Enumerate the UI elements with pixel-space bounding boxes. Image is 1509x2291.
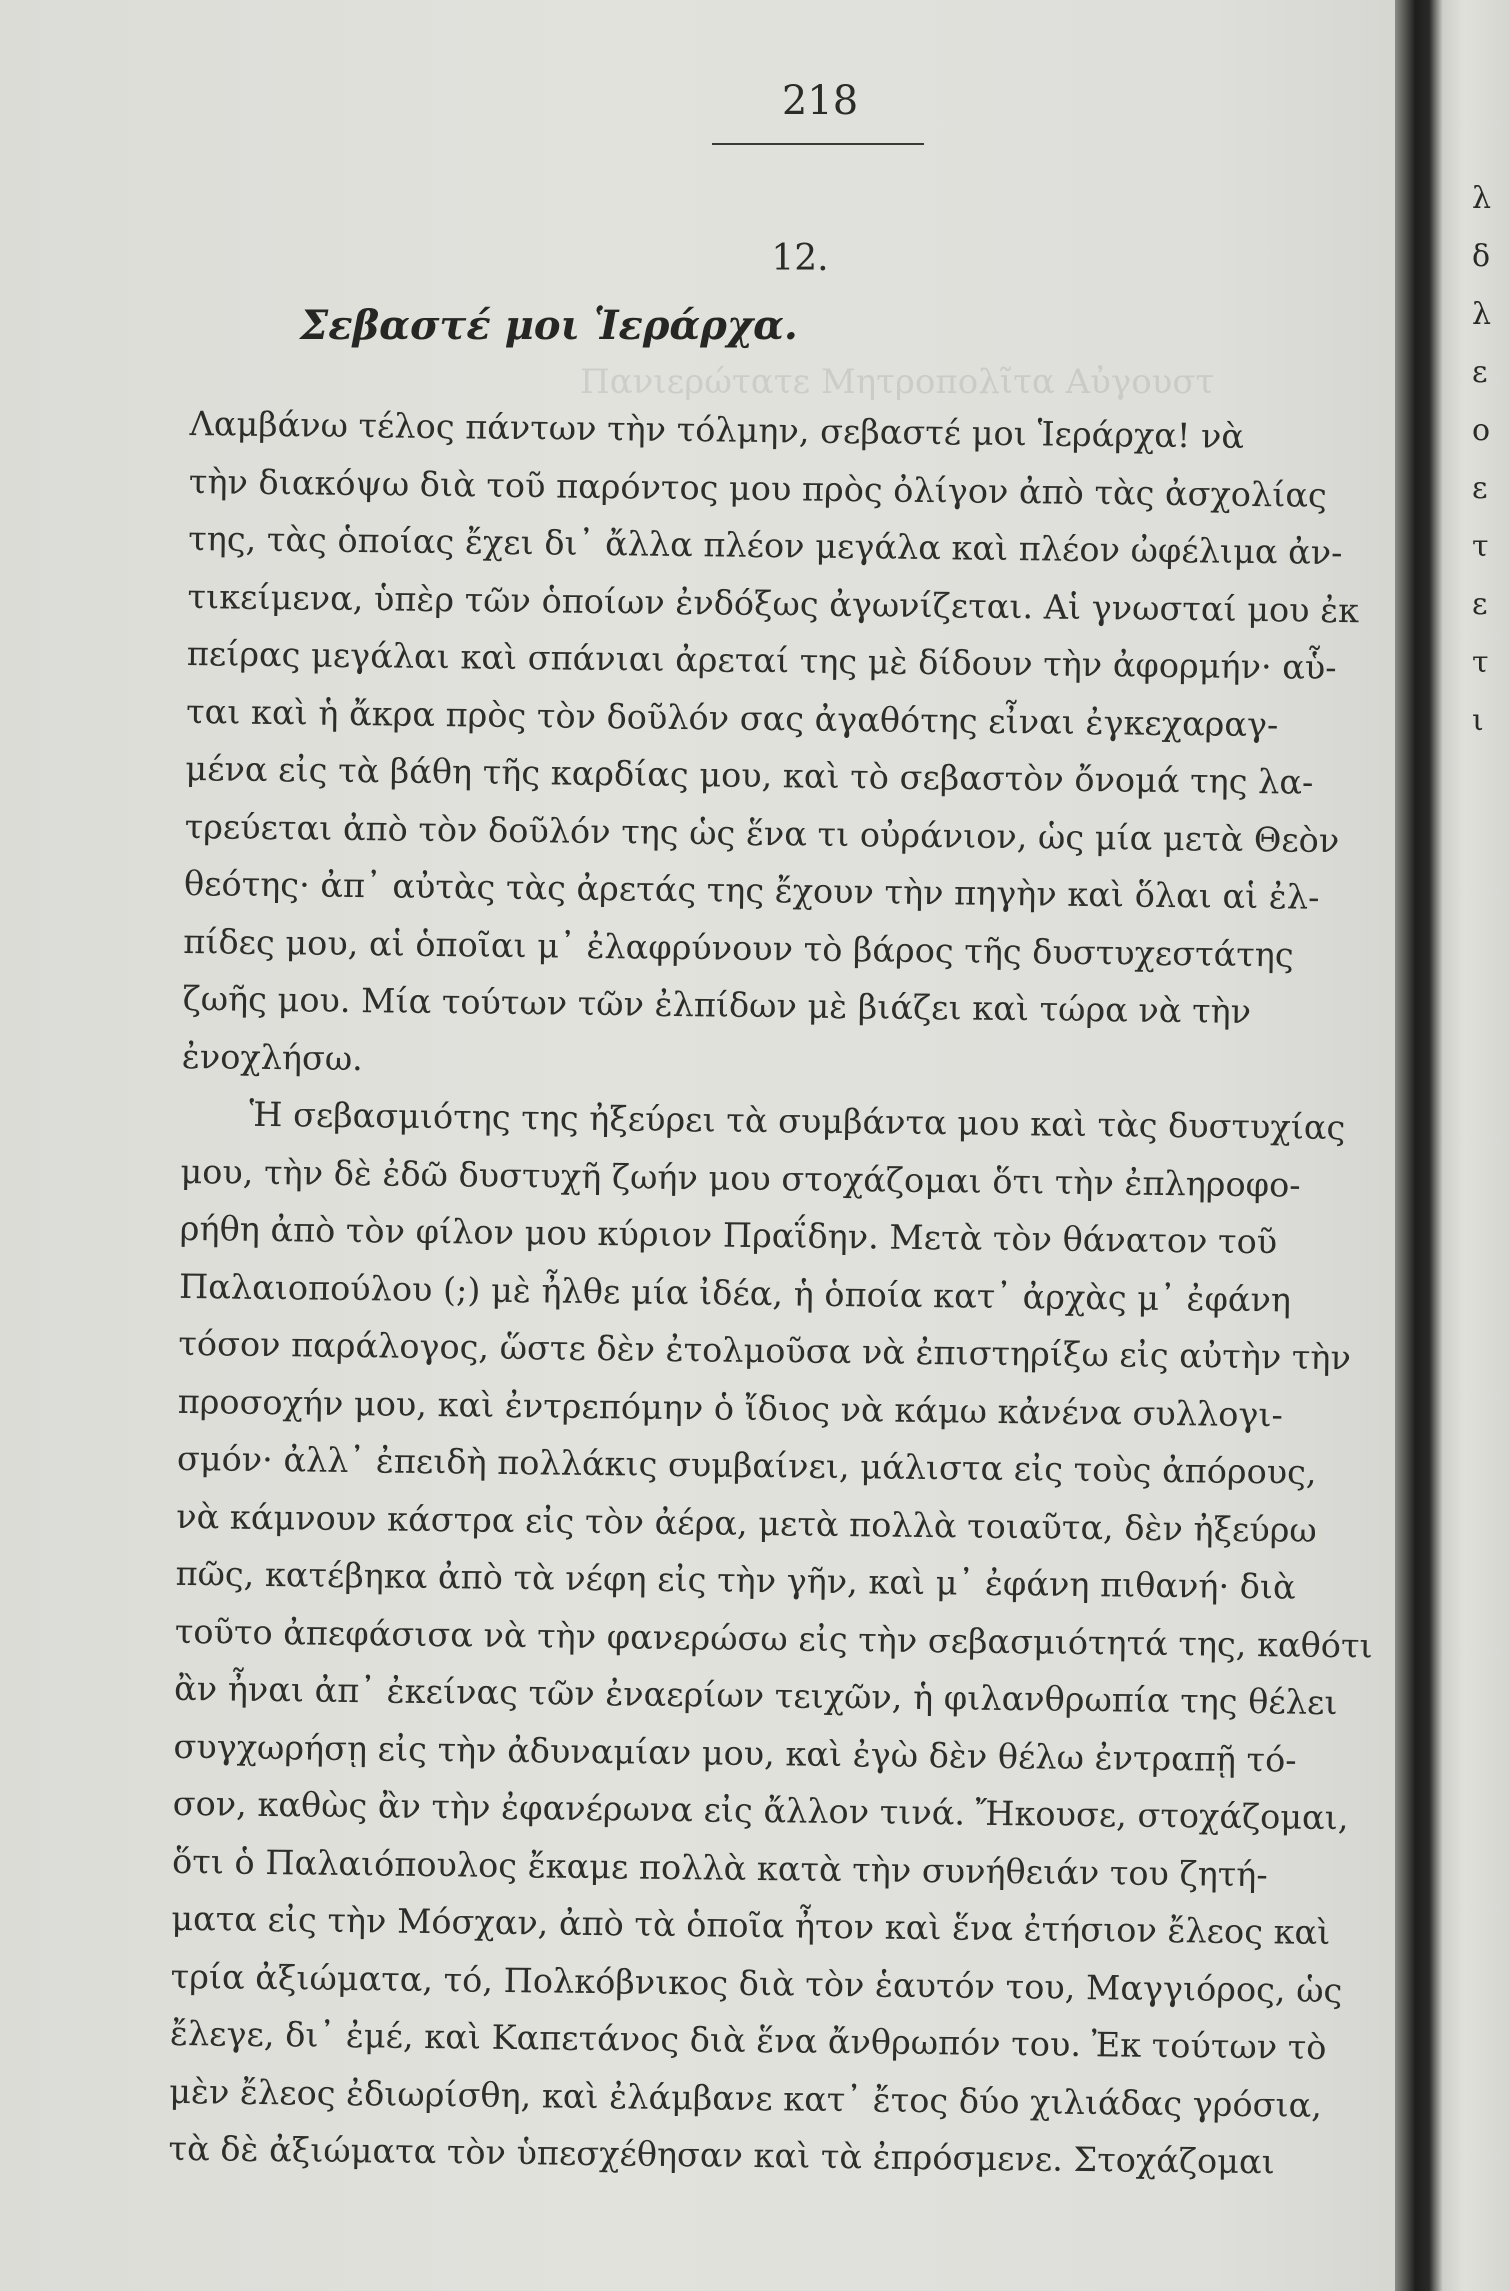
text-line: Λαμβάνω τέλος πάντων τὴν τόλμην, σεβαστέ μοι Ἱεράρχα! νὰ: [189, 403, 1245, 456]
text-line: μένα εἰς τὰ βάθη τῆς καρδίας μου, καὶ τὸ σεβαστὸν ὄνομά της λα-: [185, 748, 1314, 802]
text-line: τοῦτο ἀπεφάσισα νὰ τὴν φανερώσω εἰς τὴν σεβασμιότητά της, καθότι: [174, 1611, 1373, 1666]
edge-letter: δ: [1472, 239, 1491, 274]
letter-body: [168, 395, 1390, 2192]
letter-number: 12.: [771, 238, 829, 279]
text-line: της, τὰς ὁποίας ἔχει δι᾽ ἄλλα πλέον μεγάλα καὶ πλέον ὠφέλιμα ἀν-: [188, 518, 1343, 573]
text-line: τὰ δὲ ἀξιώματα τὸν ὑπεσχέθησαν καὶ τὰ ἐπρόσμενε. Στοχάζομαι: [168, 2128, 1275, 2182]
text-line: τρεύεται ἀπὸ τὸν δοῦλόν της ὡς ἕνα τι οὐράνιον, ὡς μία μετὰ Θεὸν: [184, 806, 1340, 860]
text-line: ζωῆς μου. Μία τούτων τῶν ἐλπίδων μὲ βιάζει καὶ τώρα νὰ τὴν: [182, 978, 1252, 1032]
edge-letter: ε: [1472, 471, 1488, 506]
page-number: 218: [781, 78, 859, 124]
edge-letter: λ: [1472, 181, 1492, 216]
text-line: θεότης· ἀπ᾽ αὐτὰς τὰς ἀρετάς της ἔχουν τὴν πηγὴν καὶ ὅλαι αἱ ἐλ-: [183, 863, 1320, 917]
bleed-through-text: Πανιερώτατε Μητροπολῖτα Αὐγουστ: [580, 362, 1215, 402]
text-line: πῶς, κατέβηκα ἀπὸ τὰ νέφη εἰς τὴν γῆν, καὶ μ᾽ ἐφάνη πιθανή· διὰ: [175, 1553, 1296, 1607]
edge-letter: ι: [1472, 703, 1484, 738]
text-line: τὴν διακόψω διὰ τοῦ παρόντος μου πρὸς ὀλίγον ἀπὸ τὰς ἀσχολίας: [188, 461, 1327, 515]
salutation: Σεβαστέ μοι Ἱεράρχα.: [300, 302, 798, 349]
text-line: μὲν ἔλεος ἐδιωρίσθη, καὶ ἐλάμβανε κατ᾽ ἔτος δύο χιλιάδας γρόσια,: [169, 2071, 1323, 2125]
facing-page-edge: [1472, 170, 1509, 750]
edge-letter: ε: [1472, 587, 1488, 622]
edge-letter: τ: [1472, 645, 1489, 680]
text-line: ἔλεγε, δι᾽ ἐμέ, καὶ Καπετάνος διὰ ἕνα ἄνθρωπόν του. Ἐκ τούτων τὸ: [169, 2013, 1327, 2068]
edge-letter: ε: [1472, 355, 1488, 390]
text-line: ρήθη ἀπὸ τὸν φίλον μου κύριον Πραΐδην. Μετὰ τὸν θάνατον τοῦ: [179, 1208, 1278, 1262]
text-line: πίδες μου, αἱ ὁποῖαι μ᾽ ἐλαφρύνουν τὸ βάρος τῆς δυστυχεστάτης: [183, 921, 1294, 975]
text-line: ἐνοχλήσω.: [181, 1036, 364, 1078]
text-line: ται καὶ ἡ ἄκρα πρὸς τὸν δοῦλόν σας ἀγαθότης εἶναι ἐγκεχαραγ-: [185, 691, 1279, 744]
text-line: σον, καθὼς ἂν τὴν ἐφανέρωνα εἰς ἄλλον τινά. Ἤκουσε, στοχάζομαι,: [172, 1783, 1349, 1838]
text-line: Ἡ σεβασμιότης της ἠξεύρει τὰ συμβάντα μου καὶ τὰς δυστυχίας: [248, 1094, 1346, 1148]
text-line: συγχωρήσῃ εἰς τὴν ἀδυναμίαν μου, καὶ ἐγὼ δὲν θέλω ἐντραπῇ τό-: [173, 1726, 1297, 1780]
text-line: ματα εἰς τὴν Μόσχαν, ἀπὸ τὰ ὁποῖα ἦτον καὶ ἕνα ἐτήσιον ἔλεος καὶ: [171, 1898, 1331, 1953]
page-number-rule: [712, 143, 924, 145]
edge-letter: ο: [1472, 413, 1491, 448]
edge-letter: λ: [1472, 297, 1492, 332]
text-line: τρία ἀξιώματα, τό, Πολκόβνικος διὰ τὸν ἑαυτόν του, Μαγγιόρος, ὡς: [170, 1956, 1343, 2010]
text-line: πείρας μεγάλαι καὶ σπάνιαι ἀρεταί της μὲ δίδουν τὴν ἀφορμήν· αὗ-: [186, 633, 1337, 688]
edge-letter: τ: [1472, 529, 1489, 564]
text-line: Παλαιοπούλου (;) μὲ ἦλθε μία ἰδέα, ἡ ὁποία κατ᾽ ἀρχὰς μ᾽ ἐφάνη: [178, 1266, 1292, 1320]
text-line: τόσον παράλογος, ὥστε δὲν ἐτολμοῦσα νὰ ἐπιστηρίξω εἰς αὐτὴν τὴν: [178, 1323, 1352, 1378]
text-line: σμόν· ἀλλ᾽ ἐπειδὴ πολλάκις συμβαίνει, μάλιστα εἰς τοὺς ἀπόρους,: [176, 1438, 1317, 1492]
text-line: προσοχήν μου, καὶ ἐντρεπόμην ὁ ἴδιος νὰ κάμω κἀνένα συλλογι-: [177, 1381, 1284, 1434]
text-line: μου, τὴν δὲ ἐδῶ δυστυχῆ ζωήν μου στοχάζομαι ὅτι τὴν ἐπληροφο-: [180, 1151, 1301, 1205]
text-line: ἂν ἦναι ἀπ᾽ ἐκείνας τῶν ἐναερίων τειχῶν, ἡ φιλανθρωπία της θέλει: [173, 1668, 1338, 1723]
text-line: ὅτι ὁ Παλαιόπουλος ἔκαμε πολλὰ κατὰ τὴν συνήθειάν του ζητή-: [171, 1841, 1268, 1894]
text-line: νὰ κάμνουν κάστρα εἰς τὸν ἀέρα, μετὰ πολλὰ τοιαῦτα, δὲν ἠξεύρω: [176, 1496, 1318, 1550]
text-line: τικείμενα, ὑπὲρ τῶν ὁποίων ἐνδόξως ἀγωνίζεται. Αἱ γνωσταί μου ἐκ: [187, 576, 1360, 630]
